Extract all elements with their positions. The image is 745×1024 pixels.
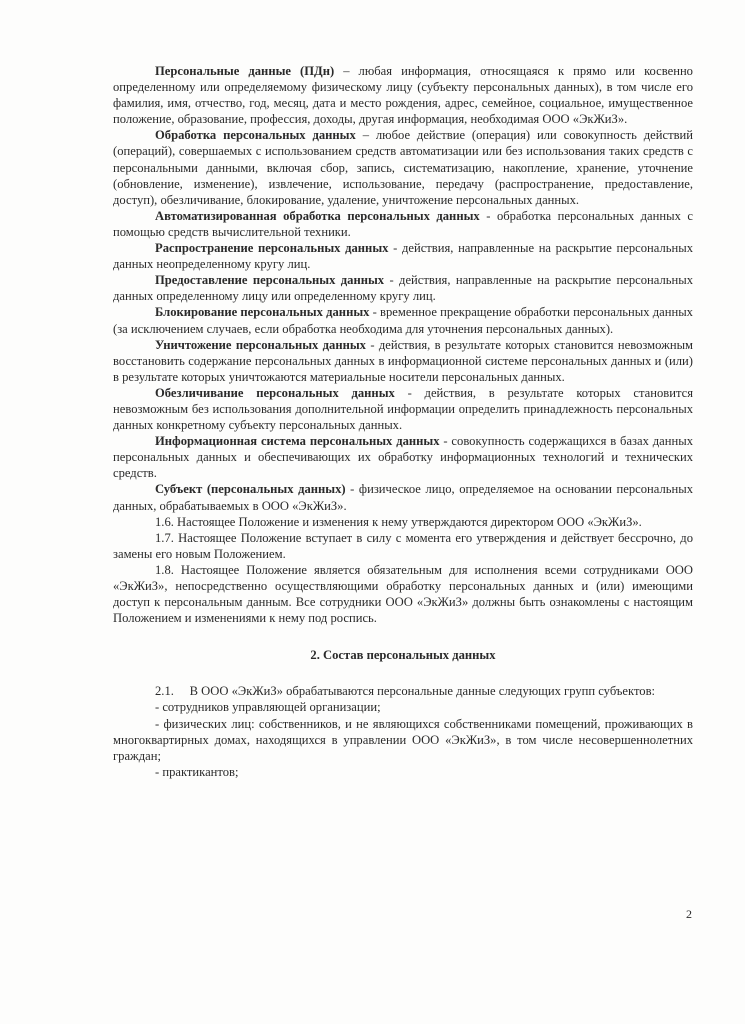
definition-information-system: Информационная система персональных данных - совокупность содержащихся в базах данных персональных данных и обеспечивающих их обработку информационных технологий и технических средств.	[113, 434, 693, 481]
page-number: 2	[686, 907, 692, 921]
definition-processing: Обработка персональных данных – любое действие (операция) или совокупность действий (операций), совершаемых с использованием средств автоматизации или без использования таких средств с персональными данными, включая сбор, запись, систематизацию, накопление, хранение, уточнение (обновление, изменение), извлечение, использование, передачу (распространение, предоставление, доступ), обезличивание, блокирование, удаление, уничтожение персональных данных.	[113, 128, 693, 207]
definition-destruction: Уничтожение персональных данных - действия, в результате которых становится невозможным восстановить содержание персональных данных в информационной системе персональных данных и (или) в результате которых уничтожаются материальные носители персональных данных.	[113, 337, 693, 384]
clause-1-7: 1.7. Настоящее Положение вступает в силу с момента его утверждения и действует бессрочно, до замены его новым Положением.	[113, 530, 693, 561]
list-item: - сотрудников управляющей организации;	[155, 700, 381, 715]
definition-dissemination: Распространение персональных данных - действия, направленные на раскрытие персональных данных неопределенному кругу лиц.	[113, 241, 693, 272]
definition-pdn: Персональные данные (ПДн) – любая информация, относящаяся к прямо или косвенно определенному или определяемому физическому лицу (субъекту персональных данных), в том числе его фамилия, имя, отчество, год, месяц, дата и место рождения, адрес, семейное, социальное, имущественное положение, образование, профессия, доходы, другая информация, необходимая ООО «ЭкЖиЗ».	[113, 64, 693, 127]
definition-automated-processing: Автоматизированная обработка персональных данных - обработка персональных данных с помощью средств вычислительной техники.	[113, 208, 693, 239]
list-item: - физических лиц: собственников, и не являющихся собственниками помещений, проживающих в многоквартирных домах, находящихся в управлении ООО «ЭкЖиЗ», в том числе несовершеннолетних граждан;	[113, 716, 693, 763]
list-item: - практикантов;	[155, 764, 239, 779]
definition-blocking: Блокирование персональных данных - временное прекращение обработки персональных данных (за исключением случаев, если обработка необходима для уточнения персональных данных).	[113, 305, 693, 336]
clause-1-6: 1.6. Настоящее Положение и изменения к нему утверждаются директором ООО «ЭкЖиЗ».	[155, 514, 642, 529]
clause-1-8: 1.8. Настоящее Положение является обязательным для исполнения всеми сотрудниками ООО «ЭкЖиЗ», непосредственно осуществляющими обработку персональных данных и (или) имеющими доступ к персональным данным. Все сотрудники ООО «ЭкЖиЗ» должны быть ознакомлены с настоящим Положением и изменениями к нему под роспись.	[113, 562, 693, 626]
definition-subject: Субъект (персональных данных) - физическое лицо, определяемое на основании персональных данных, обрабатываемых в ООО «ЭкЖиЗ».	[113, 482, 693, 513]
section-2-body	[113, 683, 693, 780]
section-heading: 2. Состав персональных данных	[310, 648, 496, 663]
definitions-list	[113, 63, 693, 514]
definition-depersonalization: Обезличивание персональных данных - действия, в результате которых становится невозможным без использования дополнительной информации определить принадлежность персональных данных конкретному субъекту персональных данных.	[113, 385, 693, 433]
definition-provision: Предоставление персональных данных - действия, направленные на раскрытие персональных данных определенному лицу или определенному кругу лиц.	[113, 273, 693, 304]
clauses-list	[113, 514, 693, 627]
clause-2-1: 2.1. В ООО «ЭкЖиЗ» обрабатываются персональные данные следующих групп субъектов:	[155, 684, 656, 699]
document-page	[113, 63, 693, 780]
